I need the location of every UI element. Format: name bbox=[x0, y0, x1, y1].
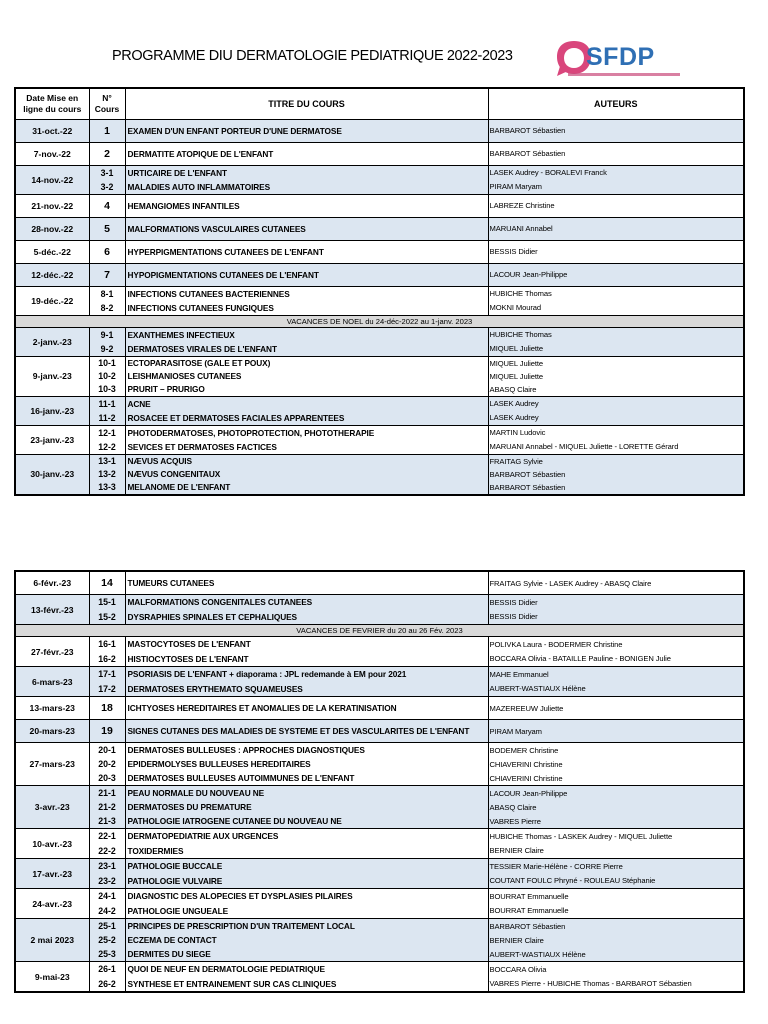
course-authors: MAZEREEUW Juliette bbox=[489, 703, 564, 713]
header-title: TITRE DU COURS bbox=[125, 88, 488, 119]
course-date: 21-nov.-22 bbox=[15, 194, 89, 217]
course-date: 3-avr.-23 bbox=[15, 786, 89, 829]
course-authors: BESSIS Didier bbox=[489, 597, 538, 607]
course-title: LEISHMANIOSES CUTANEES bbox=[127, 371, 242, 381]
course-authors: MARUANI Annabel - MIQUEL Juliette - LORETTE Gérard bbox=[489, 442, 679, 451]
course-title: HYPERPIGMENTATIONS CUTANEES DE L'ENFANT bbox=[127, 246, 324, 257]
course-title-cell bbox=[125, 142, 488, 165]
vacation-label: VACANCES DE NOEL du 24-déc-2022 au 1-janv. 2023 bbox=[15, 315, 744, 327]
course-authors: BOURRAT Emmanuelle bbox=[489, 906, 569, 916]
course-number-cell bbox=[89, 263, 125, 286]
course-title-cell bbox=[125, 667, 488, 697]
course-title: SEVICES ET DERMATOSES FACTICES bbox=[127, 441, 277, 452]
course-title: EPIDERMOLYSES BULLEUSES HEREDITAIRES bbox=[127, 759, 311, 769]
course-row bbox=[15, 786, 744, 829]
course-title: ECTOPARASITOSE (GALE ET POUX) bbox=[127, 358, 271, 368]
course-authors-cell bbox=[488, 240, 744, 263]
course-authors: BOCCARA Olivia bbox=[489, 964, 547, 974]
course-number: 3-2 bbox=[100, 181, 114, 192]
course-row bbox=[15, 697, 744, 720]
course-number-cell bbox=[89, 697, 125, 720]
course-authors: MAHE Emmanuel bbox=[489, 669, 549, 679]
course-title: DERMATOSES ERYTHEMATO SQUAMEUSES bbox=[127, 683, 303, 694]
course-number-cell bbox=[89, 859, 125, 889]
course-number-cell bbox=[89, 165, 125, 194]
course-number: 11-2 bbox=[98, 412, 116, 423]
course-authors-cell bbox=[488, 165, 744, 194]
course-row bbox=[15, 396, 744, 425]
course-authors: MIQUEL Juliette bbox=[489, 358, 544, 368]
course-title-cell bbox=[125, 786, 488, 829]
course-number-cell bbox=[89, 119, 125, 142]
course-number: 26-1 bbox=[98, 964, 116, 975]
course-row bbox=[15, 859, 744, 889]
course-row bbox=[15, 743, 744, 786]
course-title-cell bbox=[125, 327, 488, 356]
course-authors-cell bbox=[488, 263, 744, 286]
course-number-cell bbox=[89, 217, 125, 240]
course-row bbox=[15, 454, 744, 495]
course-authors: MIQUEL Juliette bbox=[489, 371, 544, 381]
course-title: SIGNES CUTANES DES MALADIES DE SYSTEME ET DES VASCULARITES DE L'ENFANT bbox=[127, 726, 470, 736]
course-authors-cell bbox=[488, 286, 744, 315]
course-number: 25-2 bbox=[98, 935, 116, 945]
course-title: INFECTIONS CUTANEES BACTERIENNES bbox=[127, 288, 290, 299]
sfdp-logo-text: SFDP bbox=[586, 43, 655, 71]
course-title: PSORIASIS DE L'ENFANT + diaporama : JPL redemande à EM pour 2021 bbox=[127, 669, 407, 680]
course-row bbox=[15, 962, 744, 993]
course-authors: MARUANI Annabel bbox=[489, 224, 553, 233]
course-number: 22-1 bbox=[98, 831, 116, 842]
course-date: 16-janv.-23 bbox=[15, 396, 89, 425]
course-number: 13-2 bbox=[98, 469, 116, 479]
course-row bbox=[15, 829, 744, 859]
course-number: 8-1 bbox=[100, 288, 114, 299]
course-number: 10-3 bbox=[98, 384, 116, 394]
course-date: 31-oct.-22 bbox=[15, 119, 89, 142]
course-authors-cell bbox=[488, 697, 744, 720]
course-title: PHOTODERMATOSES, PHOTOPROTECTION, PHOTOTHERAPIE bbox=[127, 427, 375, 438]
course-number: 14 bbox=[101, 577, 113, 589]
course-title: DYSRAPHIES SPINALES ET CEPHALIQUES bbox=[127, 611, 297, 622]
course-authors: LACOUR Jean-Philippe bbox=[489, 788, 568, 798]
course-number-cell bbox=[89, 454, 125, 495]
course-title: DIAGNOSTIC DES ALOPECIES ET DYSPLASIES PILAIRES bbox=[127, 891, 353, 902]
course-date: 7-nov.-22 bbox=[15, 142, 89, 165]
course-title: DERMITES DU SIEGE bbox=[127, 949, 211, 959]
course-number: 24-2 bbox=[98, 905, 116, 916]
course-title: DERMATOSES DU PREMATURE bbox=[127, 802, 252, 812]
course-title-cell bbox=[125, 595, 488, 625]
course-authors-cell bbox=[488, 829, 744, 859]
course-title-cell bbox=[125, 194, 488, 217]
course-title: HEMANGIOMES INFANTILES bbox=[127, 200, 240, 211]
course-authors: BERNIER Claire bbox=[489, 846, 544, 856]
course-row bbox=[15, 889, 744, 919]
course-row bbox=[15, 595, 744, 625]
course-title-cell bbox=[125, 919, 488, 962]
course-title: EXANTHEMES INFECTIEUX bbox=[127, 329, 235, 340]
course-authors: LABREZE Christine bbox=[489, 201, 555, 210]
course-authors-cell bbox=[488, 119, 744, 142]
course-authors: FRAITAG Sylvie bbox=[489, 456, 543, 466]
course-authors: FRAITAG Sylvie - LASEK Audrey - ABASQ Claire bbox=[489, 578, 652, 588]
course-title: PEAU NORMALE DU NOUVEAU NE bbox=[127, 788, 265, 798]
course-authors: BARBAROT Sébastien bbox=[489, 469, 566, 479]
course-date: 9-mai-23 bbox=[15, 962, 89, 993]
course-authors: AUBERT-WASTIAUX Hélène bbox=[489, 684, 586, 694]
course-title: URTICAIRE DE L'ENFANT bbox=[127, 167, 227, 178]
course-authors-cell bbox=[488, 720, 744, 743]
course-title-cell bbox=[125, 240, 488, 263]
course-number: 9-1 bbox=[100, 329, 114, 340]
course-authors: AUBERT-WASTIAUX Hélène bbox=[489, 949, 586, 959]
course-title: PRURIT – PRURIGO bbox=[127, 384, 205, 394]
course-row bbox=[15, 327, 744, 356]
course-title: NÆVUS ACQUIS bbox=[127, 456, 192, 466]
course-number: 3-1 bbox=[100, 167, 114, 178]
course-title: ACNE bbox=[127, 398, 151, 409]
course-authors-cell bbox=[488, 962, 744, 993]
course-row bbox=[15, 142, 744, 165]
course-title-cell bbox=[125, 571, 488, 595]
program-table-1-body bbox=[15, 119, 744, 495]
course-title: ROSACEE ET DERMATOSES FACIALES APPARENTEES bbox=[127, 412, 345, 423]
course-title-cell bbox=[125, 743, 488, 786]
course-number-cell bbox=[89, 595, 125, 625]
course-date: 6-mars-23 bbox=[15, 667, 89, 697]
course-authors-cell bbox=[488, 396, 744, 425]
course-authors: LASEK Audrey bbox=[489, 413, 539, 422]
course-number-cell bbox=[89, 356, 125, 396]
course-row bbox=[15, 356, 744, 396]
course-authors: POLIVKA Laura - BODERMER Christine bbox=[489, 639, 623, 649]
course-number-cell bbox=[89, 571, 125, 595]
course-title: DERMATOSES BULLEUSES : APPROCHES DIAGNOSTIQUES bbox=[127, 745, 365, 755]
course-authors: PIRAM Maryam bbox=[489, 182, 542, 191]
course-title: DERMATOSES BULLEUSES AUTOIMMUNES DE L'ENFANT bbox=[127, 773, 355, 783]
course-authors: BOCCARA Olivia - BATAILLE Pauline - BONIGEN Julie bbox=[489, 654, 671, 664]
course-title-cell bbox=[125, 637, 488, 667]
course-authors-cell bbox=[488, 142, 744, 165]
course-number: 16-1 bbox=[98, 639, 116, 650]
course-authors: BERNIER Claire bbox=[489, 935, 544, 945]
course-number-cell bbox=[89, 829, 125, 859]
course-number: 17-2 bbox=[98, 683, 116, 694]
course-date: 20-mars-23 bbox=[15, 720, 89, 743]
course-number: 21-1 bbox=[98, 788, 116, 798]
course-row bbox=[15, 425, 744, 454]
course-date: 19-déc.-22 bbox=[15, 286, 89, 315]
course-number: 1 bbox=[104, 124, 110, 137]
program-table-2 bbox=[14, 570, 745, 993]
course-date: 27-févr.-23 bbox=[15, 637, 89, 667]
course-authors: TESSIER Marie-Hélène - CORRE Pierre bbox=[489, 861, 623, 871]
course-row bbox=[15, 286, 744, 315]
course-authors: ABASQ Claire bbox=[489, 802, 537, 812]
course-number: 20-2 bbox=[98, 759, 116, 769]
course-title-cell bbox=[125, 889, 488, 919]
course-number: 11-1 bbox=[98, 398, 116, 409]
course-date: 9-janv.-23 bbox=[15, 356, 89, 396]
course-title-cell bbox=[125, 217, 488, 240]
course-authors: VABRES Pierre bbox=[489, 816, 541, 826]
course-number-cell bbox=[89, 142, 125, 165]
course-number-cell bbox=[89, 667, 125, 697]
course-date: 28-nov.-22 bbox=[15, 217, 89, 240]
course-authors: CHIAVERINI Christine bbox=[489, 759, 563, 769]
course-row bbox=[15, 571, 744, 595]
header-date: Date Mise en ligne du cours bbox=[15, 88, 89, 119]
course-row bbox=[15, 667, 744, 697]
course-authors-cell bbox=[488, 217, 744, 240]
course-authors-cell bbox=[488, 859, 744, 889]
sfdp-logo bbox=[554, 38, 684, 82]
course-authors: HUBICHE Thomas bbox=[489, 289, 552, 298]
course-title: HYPOPIGMENTATIONS CUTANEES DE L'ENFANT bbox=[127, 269, 319, 280]
course-authors-cell bbox=[488, 667, 744, 697]
course-number-cell bbox=[89, 194, 125, 217]
course-title: PATHOLOGIE UNGUEALE bbox=[127, 905, 229, 916]
course-title-cell bbox=[125, 286, 488, 315]
course-authors: BESSIS Didier bbox=[489, 247, 538, 256]
course-title: HISTIOCYTOSES DE L'ENFANT bbox=[127, 653, 249, 664]
course-title: QUOI DE NEUF EN DERMATOLOGIE PEDIATRIQUE bbox=[127, 964, 325, 975]
course-date: 6-févr.-23 bbox=[15, 571, 89, 595]
course-authors: VABRES Pierre - HUBICHE Thomas - BARBAROT Sébastien bbox=[489, 979, 692, 989]
course-number: 19 bbox=[101, 725, 113, 737]
course-authors: BARBAROT Sébastien bbox=[489, 921, 566, 931]
course-authors: LASEK Audrey bbox=[489, 399, 539, 408]
course-number: 17-1 bbox=[98, 669, 116, 680]
course-number: 13-1 bbox=[98, 456, 116, 466]
course-number: 10-2 bbox=[98, 371, 116, 381]
course-title-cell bbox=[125, 454, 488, 495]
course-authors: BARBAROT Sébastien bbox=[489, 482, 566, 492]
course-row bbox=[15, 240, 744, 263]
course-authors: BESSIS Didier bbox=[489, 612, 538, 622]
program-table-2-body bbox=[15, 571, 744, 992]
course-date: 2-janv.-23 bbox=[15, 327, 89, 356]
course-title: PATHOLOGIE BUCCALE bbox=[127, 861, 223, 872]
course-number: 12-2 bbox=[98, 441, 116, 452]
course-title: SYNTHESE ET ENTRAINEMENT SUR CAS CLINIQUES bbox=[127, 978, 337, 989]
course-title: INFECTIONS CUTANEES FUNGIQUES bbox=[127, 302, 274, 313]
course-number: 23-2 bbox=[98, 875, 116, 886]
course-authors: HUBICHE Thomas - LASKEK Audrey - MIQUEL Juliette bbox=[489, 831, 673, 841]
course-number: 23-1 bbox=[98, 861, 116, 872]
course-authors-cell bbox=[488, 919, 744, 962]
course-row bbox=[15, 919, 744, 962]
course-authors-cell bbox=[488, 194, 744, 217]
course-number: 18 bbox=[101, 702, 113, 714]
course-number: 7 bbox=[104, 268, 110, 281]
course-authors: LACOUR Jean-Philippe bbox=[489, 270, 568, 279]
course-number: 26-2 bbox=[98, 978, 116, 989]
course-title-cell bbox=[125, 263, 488, 286]
course-authors: BARBAROT Sébastien bbox=[489, 149, 566, 158]
course-title: MASTOCYTOSES DE L'ENFANT bbox=[127, 639, 251, 650]
course-date: 12-déc.-22 bbox=[15, 263, 89, 286]
vacation-row bbox=[15, 315, 744, 327]
course-number: 25-3 bbox=[98, 949, 116, 959]
course-authors: BARBAROT Sébastien bbox=[489, 126, 566, 135]
course-number-cell bbox=[89, 286, 125, 315]
course-row bbox=[15, 720, 744, 743]
course-number-cell bbox=[89, 396, 125, 425]
course-title: TUMEURS CUTANEES bbox=[127, 578, 215, 588]
course-title: TOXIDERMIES bbox=[127, 845, 184, 856]
course-number: 20-1 bbox=[98, 745, 116, 755]
course-number-cell bbox=[89, 240, 125, 263]
course-authors: MARTIN Ludovic bbox=[489, 428, 546, 437]
course-number: 16-2 bbox=[98, 653, 116, 664]
course-number: 9-2 bbox=[100, 343, 114, 354]
header-authors: AUTEURS bbox=[488, 88, 744, 119]
course-number-cell bbox=[89, 786, 125, 829]
course-number-cell bbox=[89, 919, 125, 962]
course-number: 24-1 bbox=[98, 891, 116, 902]
course-title: NÆVUS CONGENITAUX bbox=[127, 469, 221, 479]
course-row bbox=[15, 217, 744, 240]
course-title: MELANOME DE L'ENFANT bbox=[127, 482, 231, 492]
course-date: 24-avr.-23 bbox=[15, 889, 89, 919]
course-date: 30-janv.-23 bbox=[15, 454, 89, 495]
course-authors-cell bbox=[488, 571, 744, 595]
course-title: PATHOLOGIE IATROGENE CUTANEE DU NOUVEAU NE bbox=[127, 816, 342, 826]
course-number: 22-2 bbox=[98, 845, 116, 856]
course-title-cell bbox=[125, 697, 488, 720]
course-title: MALFORMATIONS CONGENITALES CUTANEES bbox=[127, 597, 313, 608]
course-title-cell bbox=[125, 119, 488, 142]
course-title-cell bbox=[125, 396, 488, 425]
course-number: 10-1 bbox=[98, 358, 116, 368]
course-number: 15-1 bbox=[98, 597, 116, 608]
course-number: 5 bbox=[104, 222, 110, 235]
course-row bbox=[15, 637, 744, 667]
course-number-cell bbox=[89, 962, 125, 993]
course-date: 10-avr.-23 bbox=[15, 829, 89, 859]
course-title: EXAMEN D'UN ENFANT PORTEUR D'UNE DERMATOSE bbox=[127, 125, 342, 136]
course-number: 12-1 bbox=[98, 427, 116, 438]
course-number-cell bbox=[89, 637, 125, 667]
vacation-row bbox=[15, 625, 744, 637]
course-authors: MOKNI Mourad bbox=[489, 303, 542, 312]
course-title-cell bbox=[125, 720, 488, 743]
course-authors-cell bbox=[488, 327, 744, 356]
course-date: 14-nov.-22 bbox=[15, 165, 89, 194]
course-number: 13-3 bbox=[98, 482, 116, 492]
course-number: 21-3 bbox=[98, 816, 116, 826]
course-title: MALADIES AUTO INFLAMMATOIRES bbox=[127, 181, 271, 192]
course-number: 21-2 bbox=[98, 802, 116, 812]
course-authors: PIRAM Maryam bbox=[489, 726, 542, 736]
course-number-cell bbox=[89, 425, 125, 454]
course-number: 6 bbox=[104, 245, 110, 258]
course-title: ECZEMA DE CONTACT bbox=[127, 935, 217, 945]
course-date: 13-mars-23 bbox=[15, 697, 89, 720]
course-authors-cell bbox=[488, 425, 744, 454]
header-num: N° Cours bbox=[89, 88, 125, 119]
program-table-1 bbox=[14, 87, 745, 496]
course-authors: ABASQ Claire bbox=[489, 384, 537, 394]
course-row bbox=[15, 263, 744, 286]
course-title: PATHOLOGIE VULVAIRE bbox=[127, 875, 223, 886]
course-authors: BOURRAT Emmanuelle bbox=[489, 891, 569, 901]
course-authors: CHIAVERINI Christine bbox=[489, 773, 563, 783]
course-title: DERMATITE ATOPIQUE DE L'ENFANT bbox=[127, 148, 274, 159]
course-date: 27-mars-23 bbox=[15, 743, 89, 786]
course-authors: COUTANT FOULC Phryné - ROULEAU Stéphanie bbox=[489, 876, 656, 886]
course-title: ICHTYOSES HEREDITAIRES ET ANOMALIES DE LA KERATINISATION bbox=[127, 703, 397, 713]
course-date: 2 mai 2023 bbox=[15, 919, 89, 962]
course-title-cell bbox=[125, 356, 488, 396]
course-authors-cell bbox=[488, 356, 744, 396]
course-authors: BODEMER Christine bbox=[489, 745, 559, 755]
course-authors-cell bbox=[488, 637, 744, 667]
course-title-cell bbox=[125, 425, 488, 454]
course-row bbox=[15, 194, 744, 217]
course-number: 20-3 bbox=[98, 773, 116, 783]
course-number: 4 bbox=[104, 199, 110, 212]
course-authors-cell bbox=[488, 454, 744, 495]
course-title-cell bbox=[125, 962, 488, 993]
course-date: 17-avr.-23 bbox=[15, 859, 89, 889]
course-date: 13-févr.-23 bbox=[15, 595, 89, 625]
course-authors-cell bbox=[488, 786, 744, 829]
course-title-cell bbox=[125, 859, 488, 889]
course-number: 25-1 bbox=[98, 921, 116, 931]
course-number-cell bbox=[89, 889, 125, 919]
course-number-cell bbox=[89, 327, 125, 356]
course-authors: LASEK Audrey - BORALEVI Franck bbox=[489, 168, 607, 177]
course-authors: MIQUEL Juliette bbox=[489, 344, 544, 353]
course-title-cell bbox=[125, 829, 488, 859]
course-number: 2 bbox=[104, 147, 110, 160]
course-number-cell bbox=[89, 720, 125, 743]
course-date: 23-janv.-23 bbox=[15, 425, 89, 454]
course-row bbox=[15, 119, 744, 142]
course-title: MALFORMATIONS VASCULAIRES CUTANEES bbox=[127, 223, 306, 234]
sfdp-logo-tagline-bar bbox=[568, 73, 680, 76]
course-number-cell bbox=[89, 743, 125, 786]
course-authors-cell bbox=[488, 889, 744, 919]
course-title: DERMATOSES VIRALES DE L'ENFANT bbox=[127, 343, 277, 354]
course-authors-cell bbox=[488, 743, 744, 786]
course-date: 5-déc.-22 bbox=[15, 240, 89, 263]
page-title: PROGRAMME DIU DERMATOLOGIE PEDIATRIQUE 2022-2023 bbox=[112, 48, 513, 64]
course-title: DERMATOPEDIATRIE AUX URGENCES bbox=[127, 831, 279, 842]
course-authors-cell bbox=[488, 595, 744, 625]
course-title-cell bbox=[125, 165, 488, 194]
course-number: 15-2 bbox=[98, 611, 116, 622]
course-row bbox=[15, 165, 744, 194]
vacation-label: VACANCES DE FEVRIER du 20 au 26 Fév. 2023 bbox=[15, 625, 744, 637]
course-authors: HUBICHE Thomas bbox=[489, 330, 552, 339]
course-title: PRINCIPES DE PRESCRIPTION D'UN TRAITEMENT LOCAL bbox=[127, 921, 355, 931]
course-number: 8-2 bbox=[100, 302, 114, 313]
